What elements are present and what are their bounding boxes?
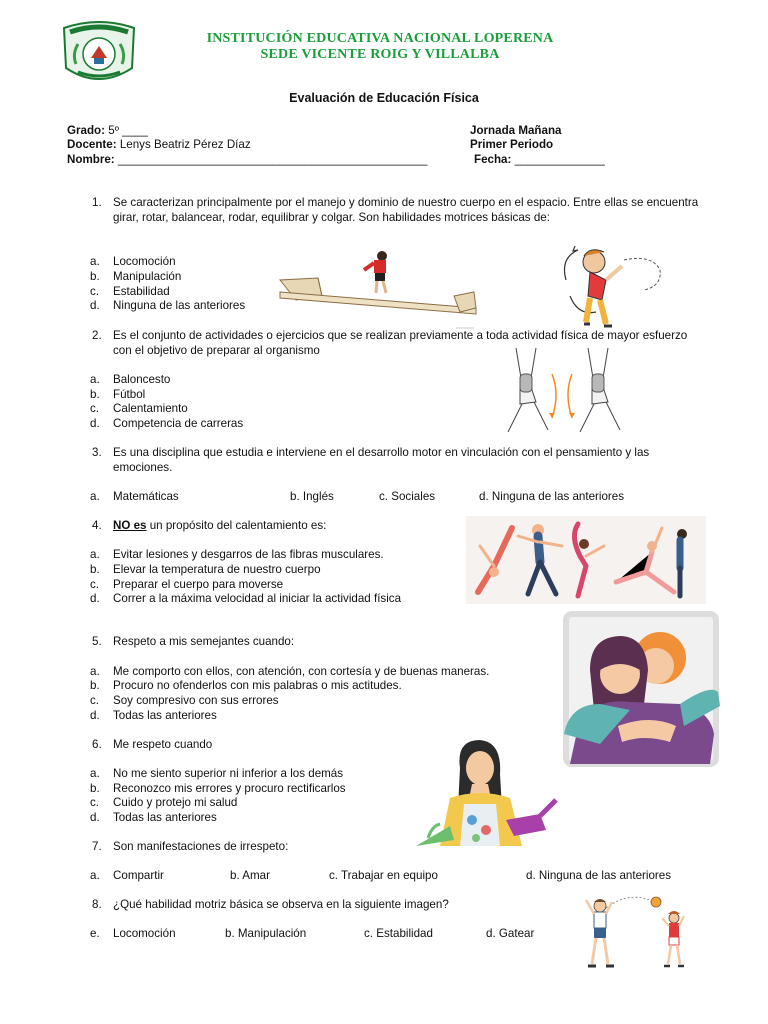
option-text[interactable]: Estabilidad (113, 285, 170, 298)
grado-value: 5º ____ (108, 124, 148, 137)
option-letter: a. (90, 665, 100, 678)
docente-line (67, 137, 251, 152)
question-text: Es el conjunto de actividades o ejercicios que se realizan previamente a toda actividad física de mayor esfuerzo con el objetivo de preparar al organismo (113, 329, 688, 357)
question-number: 3. (92, 446, 102, 459)
option-text[interactable]: Calentamiento (113, 402, 188, 415)
option-letter: d. (90, 299, 100, 312)
page-title: Evaluación de Educación Física (289, 91, 479, 105)
question-number: 7. (92, 840, 102, 853)
question-emphasis: NO es (113, 519, 147, 532)
nombre-value[interactable]: ________________________________________________ (117, 153, 428, 166)
option-letter: c. (90, 578, 100, 591)
option-text[interactable]: c. Sociales (379, 490, 436, 503)
option-text[interactable]: c. Estabilidad (364, 927, 433, 940)
question-number: 8. (92, 898, 102, 911)
question-text: Se caracterizan principalmente por el manejo y dominio de nuestro cuerpo en el espacio. Entre ellas se encuentra girar, rotar, balancear, rodar, equilibrar y colgar. Son habilidades motrices básicas de: (113, 196, 699, 224)
question-number: 6. (92, 738, 102, 751)
option-text[interactable]: b. Manipulación (225, 927, 307, 940)
option-text[interactable]: Locomoción (113, 927, 176, 940)
periodo-text: Primer Periodo (470, 138, 554, 151)
option-letter: d. (90, 811, 100, 824)
option-letter: a. (90, 869, 100, 882)
option-text[interactable]: Ninguna de las anteriores (113, 299, 246, 312)
option-letter: c. (90, 694, 100, 707)
option-text[interactable]: b. Amar (230, 869, 270, 882)
question-text: Me respeto cuando (113, 738, 213, 751)
option-text[interactable]: Competencia de carreras (113, 417, 244, 430)
fecha-line (474, 152, 605, 167)
question-number: 5. (92, 635, 102, 648)
question-number: 1. (92, 196, 102, 209)
balance-beam-illustration (278, 248, 478, 328)
woman-watering-plant-illustration (410, 738, 556, 846)
option-text[interactable]: Matemáticas (113, 490, 179, 503)
option-text[interactable]: Todas las anteriores (113, 709, 217, 722)
option-text[interactable]: Me comporto con ellos, con atención, con cortesía y de buenas maneras. (113, 665, 490, 678)
school-logo-icon (58, 18, 140, 86)
option-text[interactable]: No me siento superior ni inferior a los demás (113, 767, 344, 780)
option-text[interactable]: d. Ninguna de las anteriores (479, 490, 625, 503)
jornada (470, 123, 562, 138)
question-number: 2. (92, 329, 102, 342)
option-letter: c. (90, 796, 100, 809)
option-text[interactable]: Locomoción (113, 255, 176, 268)
question-text: ¿Qué habilidad motriz básica se observa en la siguiente imagen? (113, 898, 449, 911)
option-letter: a. (90, 767, 100, 780)
option-letter: d. (90, 709, 100, 722)
yoga-group-illustration (466, 516, 706, 604)
option-text[interactable]: Fútbol (113, 388, 146, 401)
option-letter: a. (90, 548, 100, 561)
question-number: 4. (92, 519, 102, 532)
option-text[interactable]: Elevar la temperatura de nuestro cuerpo (113, 563, 321, 576)
option-letter: a. (90, 490, 100, 503)
option-letter: b. (90, 563, 100, 576)
option-letter: b. (90, 679, 100, 692)
option-text[interactable]: Compartir (113, 869, 164, 882)
fecha-value[interactable]: ______________ (514, 153, 605, 166)
option-text[interactable]: b. Inglés (290, 490, 334, 503)
question-text: Respeto a mis semejantes cuando: (113, 635, 295, 648)
option-letter: b. (90, 388, 100, 401)
option-letter: a. (90, 373, 100, 386)
option-letter: e. (90, 927, 100, 940)
question-text: Es una disciplina que estudia e interviene en el desarrollo motor en vinculación con el pensamiento y las emociones. (113, 446, 650, 474)
option-letter: c. (90, 285, 100, 298)
option-text[interactable]: d. Ninguna de las anteriores (526, 869, 672, 882)
kids-playing-ball-illustration (580, 890, 692, 972)
nombre-line (67, 152, 427, 167)
option-text[interactable]: Reconozco mis errores y procuro rectificarlos (113, 782, 346, 795)
option-text[interactable]: Procuro no ofenderlos con mis palabras o mis actitudes. (113, 679, 402, 692)
rotating-child-illustration (556, 240, 666, 332)
stretching-figures-illustration (502, 344, 632, 436)
option-letter: b. (90, 270, 100, 283)
option-text[interactable]: Correr a la máxima velocidad al iniciar la actividad física (113, 592, 402, 605)
institution-name: INSTITUCIÓN EDUCATIVA NACIONAL LOPERENA (206, 31, 554, 46)
docente-value: Lenys Beatriz Pérez Díaz (119, 138, 251, 151)
option-text[interactable]: Evitar lesiones y desgarros de las fibras musculares. (113, 548, 384, 561)
option-text[interactable]: Baloncesto (113, 373, 171, 386)
grado-label: Grado: (67, 124, 106, 137)
question-text: Son manifestaciones de irrespeto: (113, 840, 289, 853)
option-letter: b. (90, 782, 100, 795)
periodo (470, 137, 553, 152)
option-letter: d. (90, 417, 100, 430)
option-text[interactable]: Todas las anteriores (113, 811, 217, 824)
nombre-label: Nombre: (67, 153, 115, 166)
option-text[interactable]: c. Trabajar en equipo (329, 869, 438, 882)
grado-line (67, 123, 148, 138)
option-text[interactable]: Soy compresivo con sus errores (113, 694, 279, 707)
hugging-women-illustration (560, 614, 724, 764)
option-text[interactable]: Manipulación (113, 270, 182, 283)
fecha-label: Fecha: (474, 153, 512, 166)
question-text-rest: un propósito del calentamiento es: (146, 519, 327, 532)
option-letter: c. (90, 402, 100, 415)
option-text[interactable]: d. Gatear (486, 927, 535, 940)
option-letter: a. (90, 255, 100, 268)
institution-branch: SEDE VICENTE ROIG Y VILLALBA (260, 47, 500, 62)
option-text[interactable]: Cuido y protejo mi salud (113, 796, 238, 809)
docente-label: Docente: (67, 138, 117, 151)
option-text[interactable]: Preparar el cuerpo para moverse (113, 578, 284, 591)
option-letter: d. (90, 592, 100, 605)
jornada-text: Jornada Mañana (470, 124, 562, 137)
question-text (113, 518, 326, 533)
